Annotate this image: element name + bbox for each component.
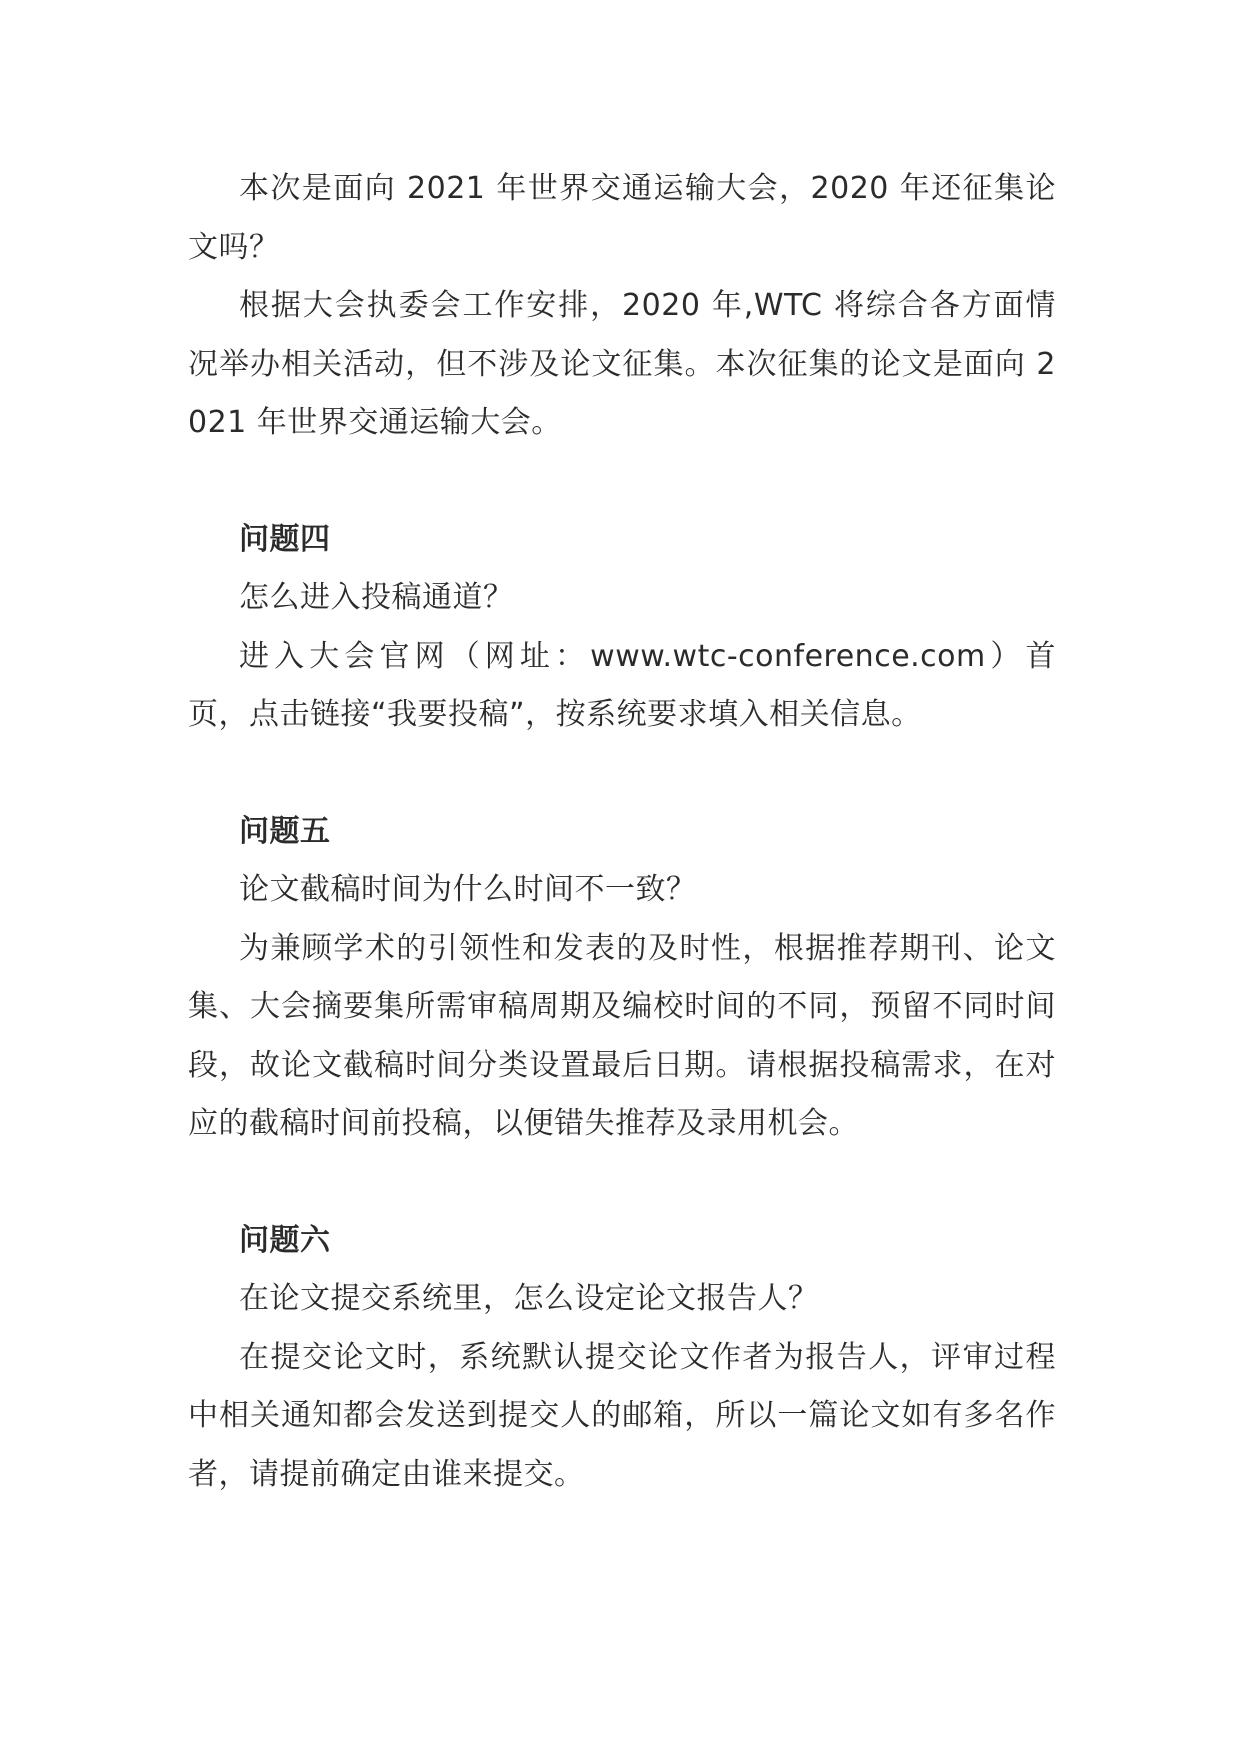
question-heading: 问题六 — [239, 1222, 331, 1258]
section-gap — [188, 453, 1056, 511]
section-gap — [188, 745, 1056, 803]
question-text: 论文截稿时间为什么时间不一致？ — [239, 872, 697, 907]
answer-text: 根据大会执委会工作安排，2020 年,WTC 将综合各方面情况举办相关活动，但不涉及论文征集。本次征集的论文是面向 2021 年世界交通运输大会。 — [188, 288, 1056, 440]
answer-text: 进入大会官网（网址：www.wtc-conference.com）首页，点击链接“我要投稿”，按系统要求填入相关信息。 — [188, 638, 1056, 732]
document-content — [188, 160, 1056, 1504]
question-heading: 问题四 — [239, 521, 331, 557]
question-text: 本次是面向 2021 年世界交通运输大会，2020 年还征集论文吗？ — [188, 171, 1056, 265]
question-text: 在论文提交系统里，怎么设定论文报告人？ — [239, 1281, 819, 1316]
section-gap — [188, 1154, 1056, 1212]
answer-text: 在提交论文时，系统默认提交论文作者为报告人，评审过程中相关通知都会发送到提交人的邮箱，所以一篇论文如有多名作者，请提前确定由谁来提交。 — [188, 1339, 1056, 1492]
question-text: 怎么进入投稿通道？ — [239, 580, 514, 615]
question-heading: 问题五 — [239, 813, 331, 849]
answer-text: 为兼顾学术的引领性和发表的及时性，根据推荐期刊、论文集、大会摘要集所需审稿周期及编校时间的不同，预留不同时间段，故论文截稿时间分类设置最后日期。请根据投稿需求，在对应的截稿时间前投稿，以便错失推荐及录用机会。 — [188, 930, 1056, 1141]
